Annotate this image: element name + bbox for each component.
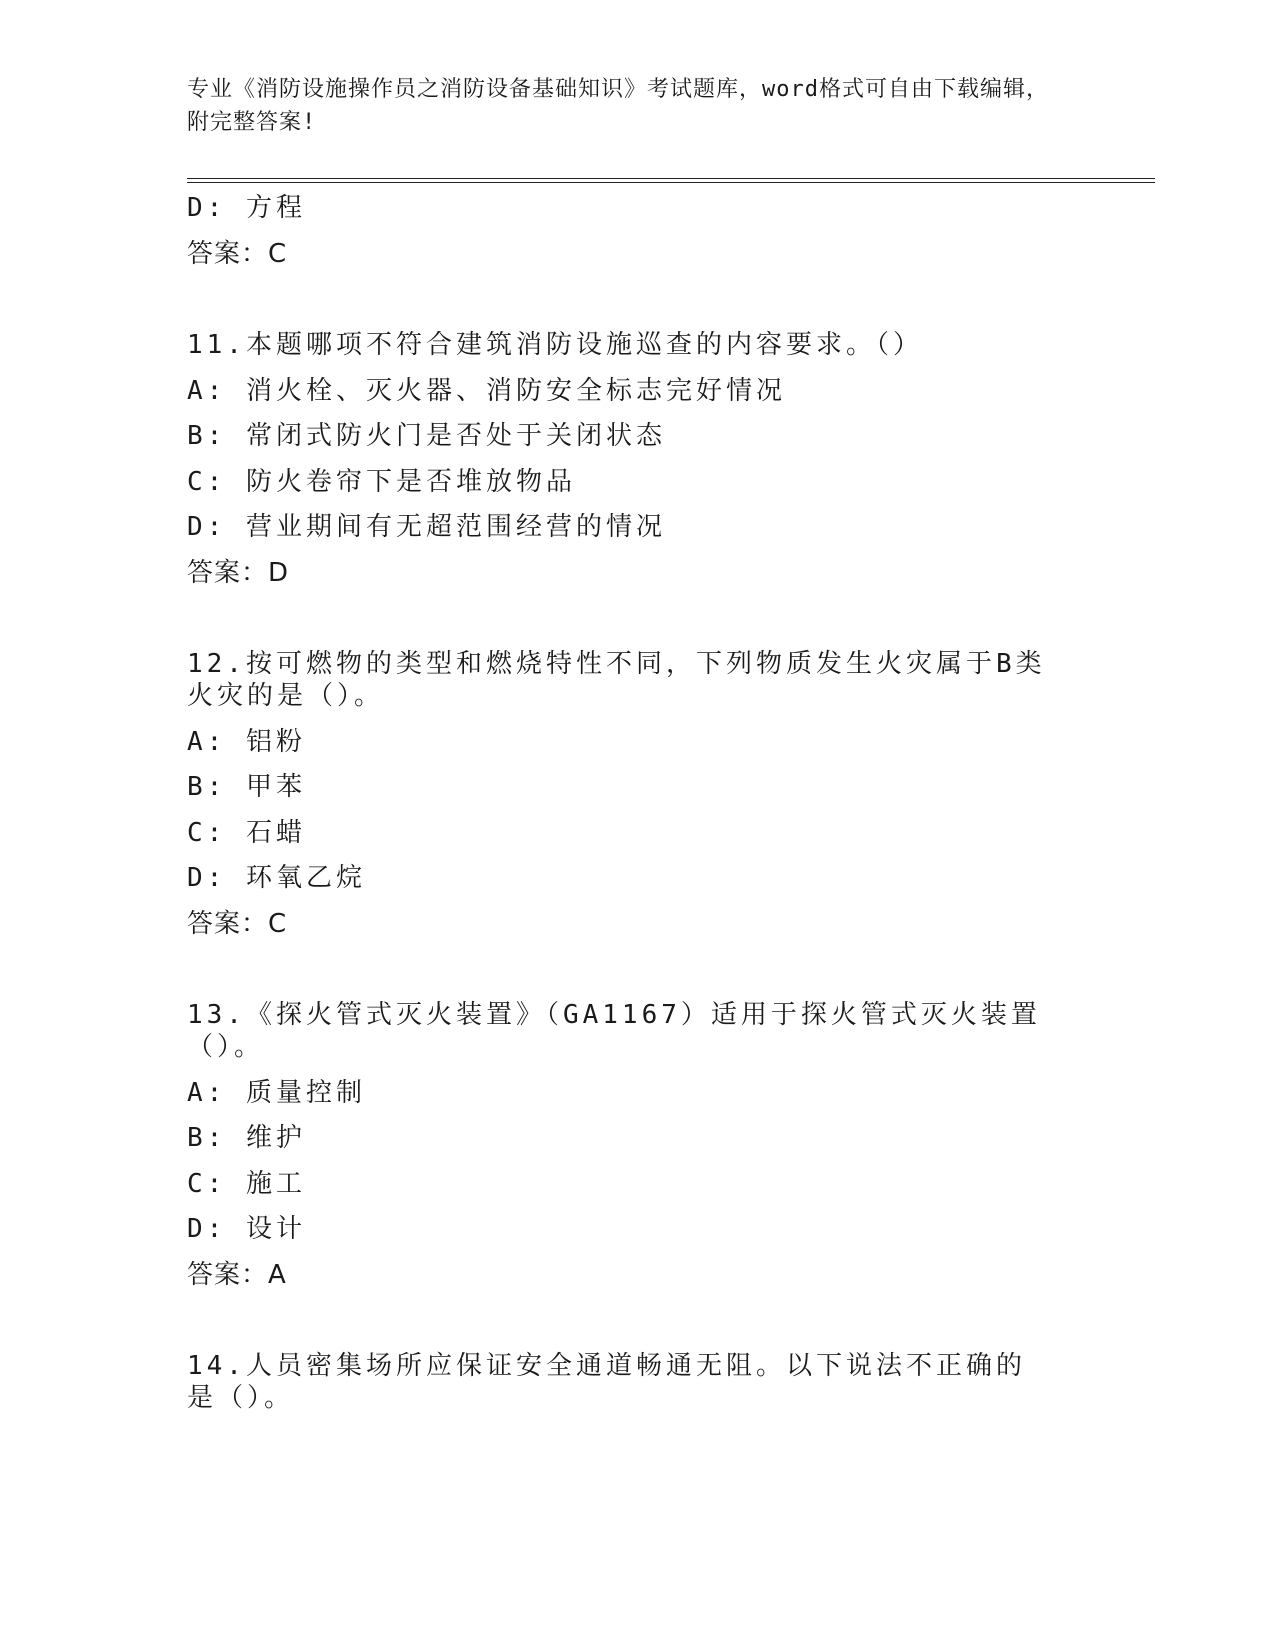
spacer bbox=[187, 1304, 1087, 1350]
option-d: D: 设计 bbox=[187, 1214, 306, 1244]
spacer bbox=[187, 953, 1087, 999]
answer-line: 答案：C bbox=[187, 908, 288, 939]
option-c: C: 石蜡 bbox=[187, 817, 306, 848]
option-d: D: 环氧乙烷 bbox=[187, 863, 366, 893]
answer-line: 答案：D bbox=[187, 557, 290, 588]
option-c: C: 施工 bbox=[187, 1168, 306, 1199]
answer-line: 答案：A bbox=[187, 1259, 287, 1290]
header-divider-top bbox=[187, 178, 1155, 179]
option-a: A: 铝粉 bbox=[187, 726, 306, 757]
spacer bbox=[187, 283, 1087, 329]
option-c: C: 防火卷帘下是否堆放物品 bbox=[187, 466, 576, 497]
header-divider-bottom bbox=[187, 182, 1155, 183]
question-13-options bbox=[187, 1077, 1087, 1305]
question-13 bbox=[187, 999, 1087, 1077]
option-b: B: 甲苯 bbox=[187, 772, 306, 802]
document-body bbox=[187, 192, 1087, 1428]
answer-line: 答案：C bbox=[187, 238, 288, 269]
option-b: B: 维护 bbox=[187, 1123, 306, 1153]
option-d: D: 营业期间有无超范围经营的情况 bbox=[187, 512, 666, 542]
spacer bbox=[187, 602, 1087, 648]
question-stem: 13.《探火管式灭火装置》（GA1167）适用于探火管式灭火装置（）。 bbox=[187, 1000, 1041, 1062]
option-a: A: 质量控制 bbox=[187, 1077, 366, 1108]
question-14 bbox=[187, 1350, 1087, 1428]
option-b: B: 常闭式防火门是否处于关闭状态 bbox=[187, 421, 666, 451]
question-stem: 14.人员密集场所应保证安全通道畅通无阻。以下说法不正确的是（）。 bbox=[187, 1351, 1026, 1413]
question-11-options bbox=[187, 375, 1087, 603]
question-stem: 11.本题哪项不符合建筑消防设施巡查的内容要求。（） bbox=[187, 330, 923, 360]
question-11 bbox=[187, 329, 1087, 375]
document-header: 专业《消防设施操作员之消防设备基础知识》考试题库，word格式可自由下载编辑，附完整答案! bbox=[187, 77, 1049, 135]
previous-question-tail bbox=[187, 192, 1087, 283]
option-a: A: 消火栓、灭火器、消防安全标志完好情况 bbox=[187, 375, 786, 406]
question-12-options bbox=[187, 726, 1087, 954]
option-d: D: 方程 bbox=[187, 193, 306, 223]
question-12 bbox=[187, 648, 1087, 726]
question-stem: 12.按可燃物的类型和燃烧特性不同，下列物质发生火灾属于B类火灾的是（）。 bbox=[187, 649, 1046, 711]
